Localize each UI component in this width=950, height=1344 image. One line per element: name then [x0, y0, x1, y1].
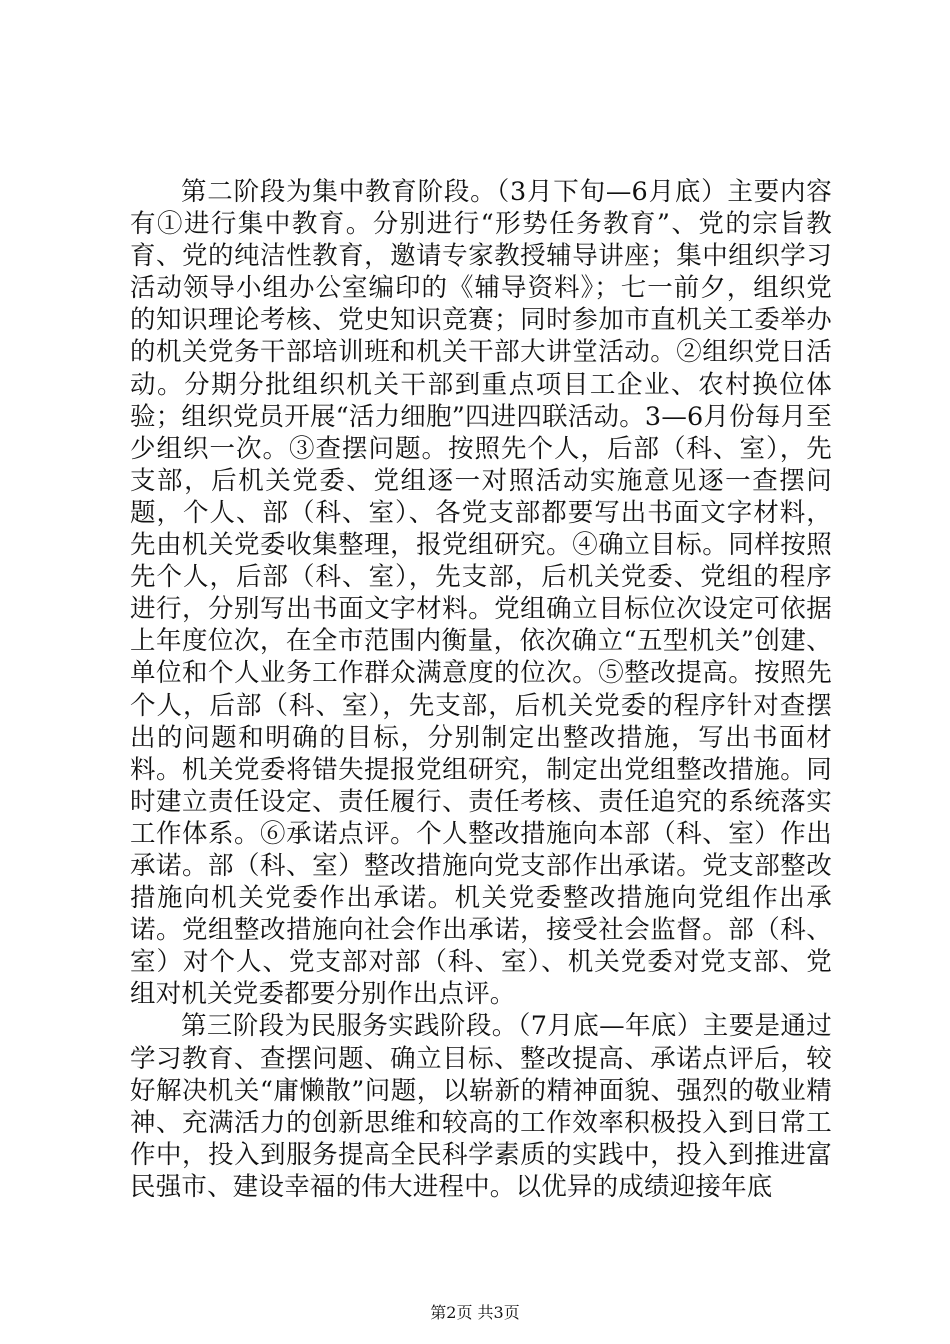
page-number: 第2页 共3页 [430, 1303, 520, 1322]
document-body [130, 176, 832, 1203]
page-footer [0, 1300, 950, 1323]
paragraph-stage-two: 第二阶段为集中教育阶段。（3月下旬—6月底）主要内容有①进行集中教育。分别进行“形势任务教育”、党的宗旨教育、党的纯洁性教育，邀请专家教授辅导讲座；集中组织学习活动领导小组办公室编印的《辅导资料》；七一前夕，组织党的知识理论考核、党史知识竞赛；同时参加市直机关工委举办的机关党务干部培训班和机关干部大讲堂活动。②组织党日活动。分期分批组织机关干部到重点项目工企业、农村换位体验；组织党员开展“活力细胞”四进四联活动。3—6月份每月至少组织一次。③查摆问题。按照先个人，后部（科、室），先支部，后机关党委、党组逐一对照活动实施意见逐一查摆问题，个人、部（科、室）、各党支部都要写出书面文字材料，先由机关党委收集整理，报党组研究。④确立目标。同样按照先个人，后部（科、室），先支部，后机关党委、党组的程序进行，分别写出书面文字材料。党组确立目标位次设定可依据上年度位次，在全市范围内衡量，依次确立“五型机关”创建、单位和个人业务工作群众满意度的位次。⑤整改提高。按照先个人，后部（科、室），先支部，后机关党委的程序针对查摆出的问题和明确的目标，分别制定出整改措施，写出书面材料。机关党委将错失提报党组研究，制定出党组整改措施。同时建立责任设定、责任履行、责任考核、责任追究的系统落实工作体系。⑥承诺点评。个人整改措施向本部（科、室）作出承诺。部（科、室）整改措施向党支部作出承诺。党支部整改措施向机关党委作出承诺。机关党委整改措施向党组作出承诺。党组整改措施向社会作出承诺，接受社会监督。部（科、室）对个人、党支部对部（科、室）、机关党委对党支部、党组对机关党委都要分别作出点评。 [130, 177, 832, 1010]
paragraph-stage-three: 第三阶段为民服务实践阶段。（7月底—年底）主要是通过学习教育、查摆问题、确立目标、整改提高、承诺点评后，较好解决机关“庸懒散”问题，以崭新的精神面貌、强烈的敬业精神、充满活力的创新思维和较高的工作效率积极投入到日常工作中，投入到服务提高全民科学素质的实践中，投入到推进富民强市、建设幸福的伟大进程中。以优异的成绩迎接年底 [130, 1011, 832, 1202]
